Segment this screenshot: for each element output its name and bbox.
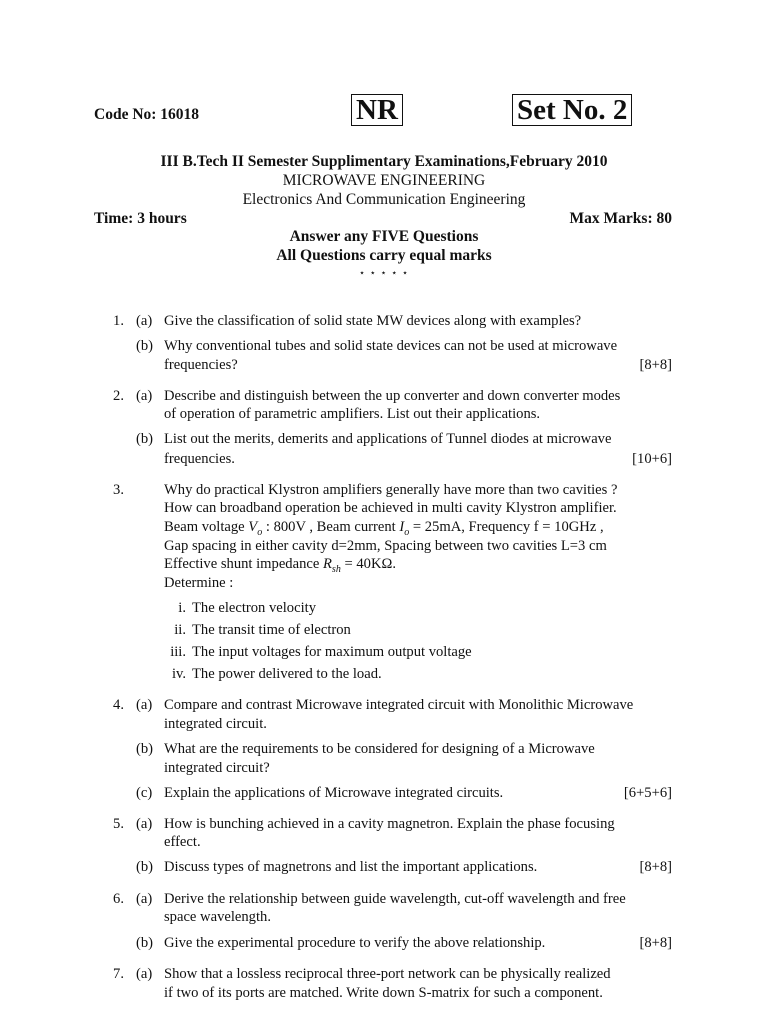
part-label: (c) [136, 785, 153, 801]
instruction-marks: All Questions carry equal marks [276, 247, 492, 264]
marks-label: [8+8] [639, 935, 672, 951]
part-label: (a) [136, 966, 153, 982]
subpart-text: The input voltages for maximum output voltage [192, 644, 472, 660]
question-text: List out the merits, demerits and applications of Tunnel diodes at microwave [164, 431, 612, 447]
max-marks-label: Max Marks: 80 [569, 210, 672, 227]
marks-label: [6+5+6] [623, 785, 672, 801]
part-label: (a) [136, 388, 153, 404]
question-text: Compare and contrast Microwave integrated circuit with Monolithic Microwave [164, 697, 634, 713]
question-text: How is bunching achieved in a cavity magnetron. Explain the phase focusing [164, 816, 615, 832]
exam-title: III B.Tech II Semester Supplimentary Examinations,February 2010 [160, 153, 608, 170]
subpart-text: The transit time of electron [192, 622, 351, 638]
subpart-label: iii. [170, 644, 186, 660]
question-text: Show that a lossless reciprocal three-port network can be physically realized [164, 966, 611, 982]
subpart-label: i. [178, 600, 186, 616]
marks-label: [10+6] [632, 451, 672, 467]
question-text: Why do practical Klystron amplifiers generally have more than two cavities ? [164, 482, 618, 498]
question-text: Discuss types of magnetrons and list the important applications. [164, 859, 538, 875]
question-number: 3. [113, 482, 124, 498]
subject-title: MICROWAVE ENGINEERING [282, 172, 486, 189]
time-label: Time: 3 hours [94, 210, 187, 227]
part-label: (b) [136, 859, 154, 875]
question-text: Determine : [164, 575, 234, 591]
question-text: effect. [164, 834, 201, 850]
question-text: space wavelength. [164, 909, 271, 925]
question-text: Describe and distinguish between the up converter and down converter modes [164, 388, 621, 404]
stars-divider: ⋆ ⋆ ⋆ ⋆ ⋆ [358, 268, 410, 279]
code-number: Code No: 16018 [94, 106, 200, 123]
subpart-label: iv. [171, 666, 186, 682]
part-label: (b) [136, 741, 154, 757]
subpart-label: ii. [174, 622, 186, 638]
question-number: 4. [113, 697, 124, 713]
set-number-box: Set No. 2 [512, 94, 632, 126]
subpart-text: The power delivered to the load. [192, 666, 382, 682]
question-number: 7. [113, 966, 124, 982]
question-number: 5. [113, 816, 124, 832]
question-text: frequencies? [164, 357, 238, 373]
instruction-answer: Answer any FIVE Questions [289, 228, 479, 245]
question-text: Why conventional tubes and solid state devices can not be used at microwave [164, 338, 618, 354]
question-number: 6. [113, 891, 124, 907]
branch-title: Electronics And Communication Engineering [242, 191, 526, 208]
part-label: (a) [136, 816, 153, 832]
part-label: (b) [136, 338, 154, 354]
nr-box: NR [351, 94, 403, 126]
marks-label: [8+8] [639, 859, 672, 875]
question-text: Effective shunt impedance $R_{sh} = 40K\Omega$. [164, 556, 396, 575]
subpart-text: The electron velocity [192, 600, 316, 616]
question-text: integrated circuit. [164, 716, 267, 732]
question-number: 1. [113, 313, 124, 329]
question-text: Derive the relationship between guide wavelength, cut-off wavelength and free [164, 891, 626, 907]
question-text: frequencies. [164, 451, 235, 467]
question-text: Explain the applications of Microwave integrated circuits. [164, 785, 504, 801]
question-text: if two of its ports are matched. Write down S-matrix for such a component. [164, 985, 603, 1001]
part-label: (a) [136, 313, 153, 329]
question-text: Beam voltage $V_o$ : 800V , Beam current $I_o = 25mA$, Frequency f = 10GHz , [164, 519, 604, 538]
part-label: (b) [136, 935, 154, 951]
part-label: (b) [136, 431, 154, 447]
part-label: (a) [136, 697, 153, 713]
marks-label: [8+8] [639, 357, 672, 373]
question-text: integrated circuit? [164, 760, 270, 776]
question-text: of operation of parametric amplifiers. List out their applications. [164, 406, 541, 422]
question-text: Give the experimental procedure to verify the above relationship. [164, 935, 546, 951]
question-text: How can broadband operation be achieved in multi cavity Klystron amplifier. [164, 500, 617, 516]
question-number: 2. [113, 388, 124, 404]
question-text: What are the requirements to be considered for designing of a Microwave [164, 741, 595, 757]
part-label: (a) [136, 891, 153, 907]
question-text: Gap spacing in either cavity d=2mm, Spacing between two cavities L=3 cm [164, 538, 607, 554]
question-text: Give the classification of solid state MW devices along with examples? [164, 313, 582, 329]
